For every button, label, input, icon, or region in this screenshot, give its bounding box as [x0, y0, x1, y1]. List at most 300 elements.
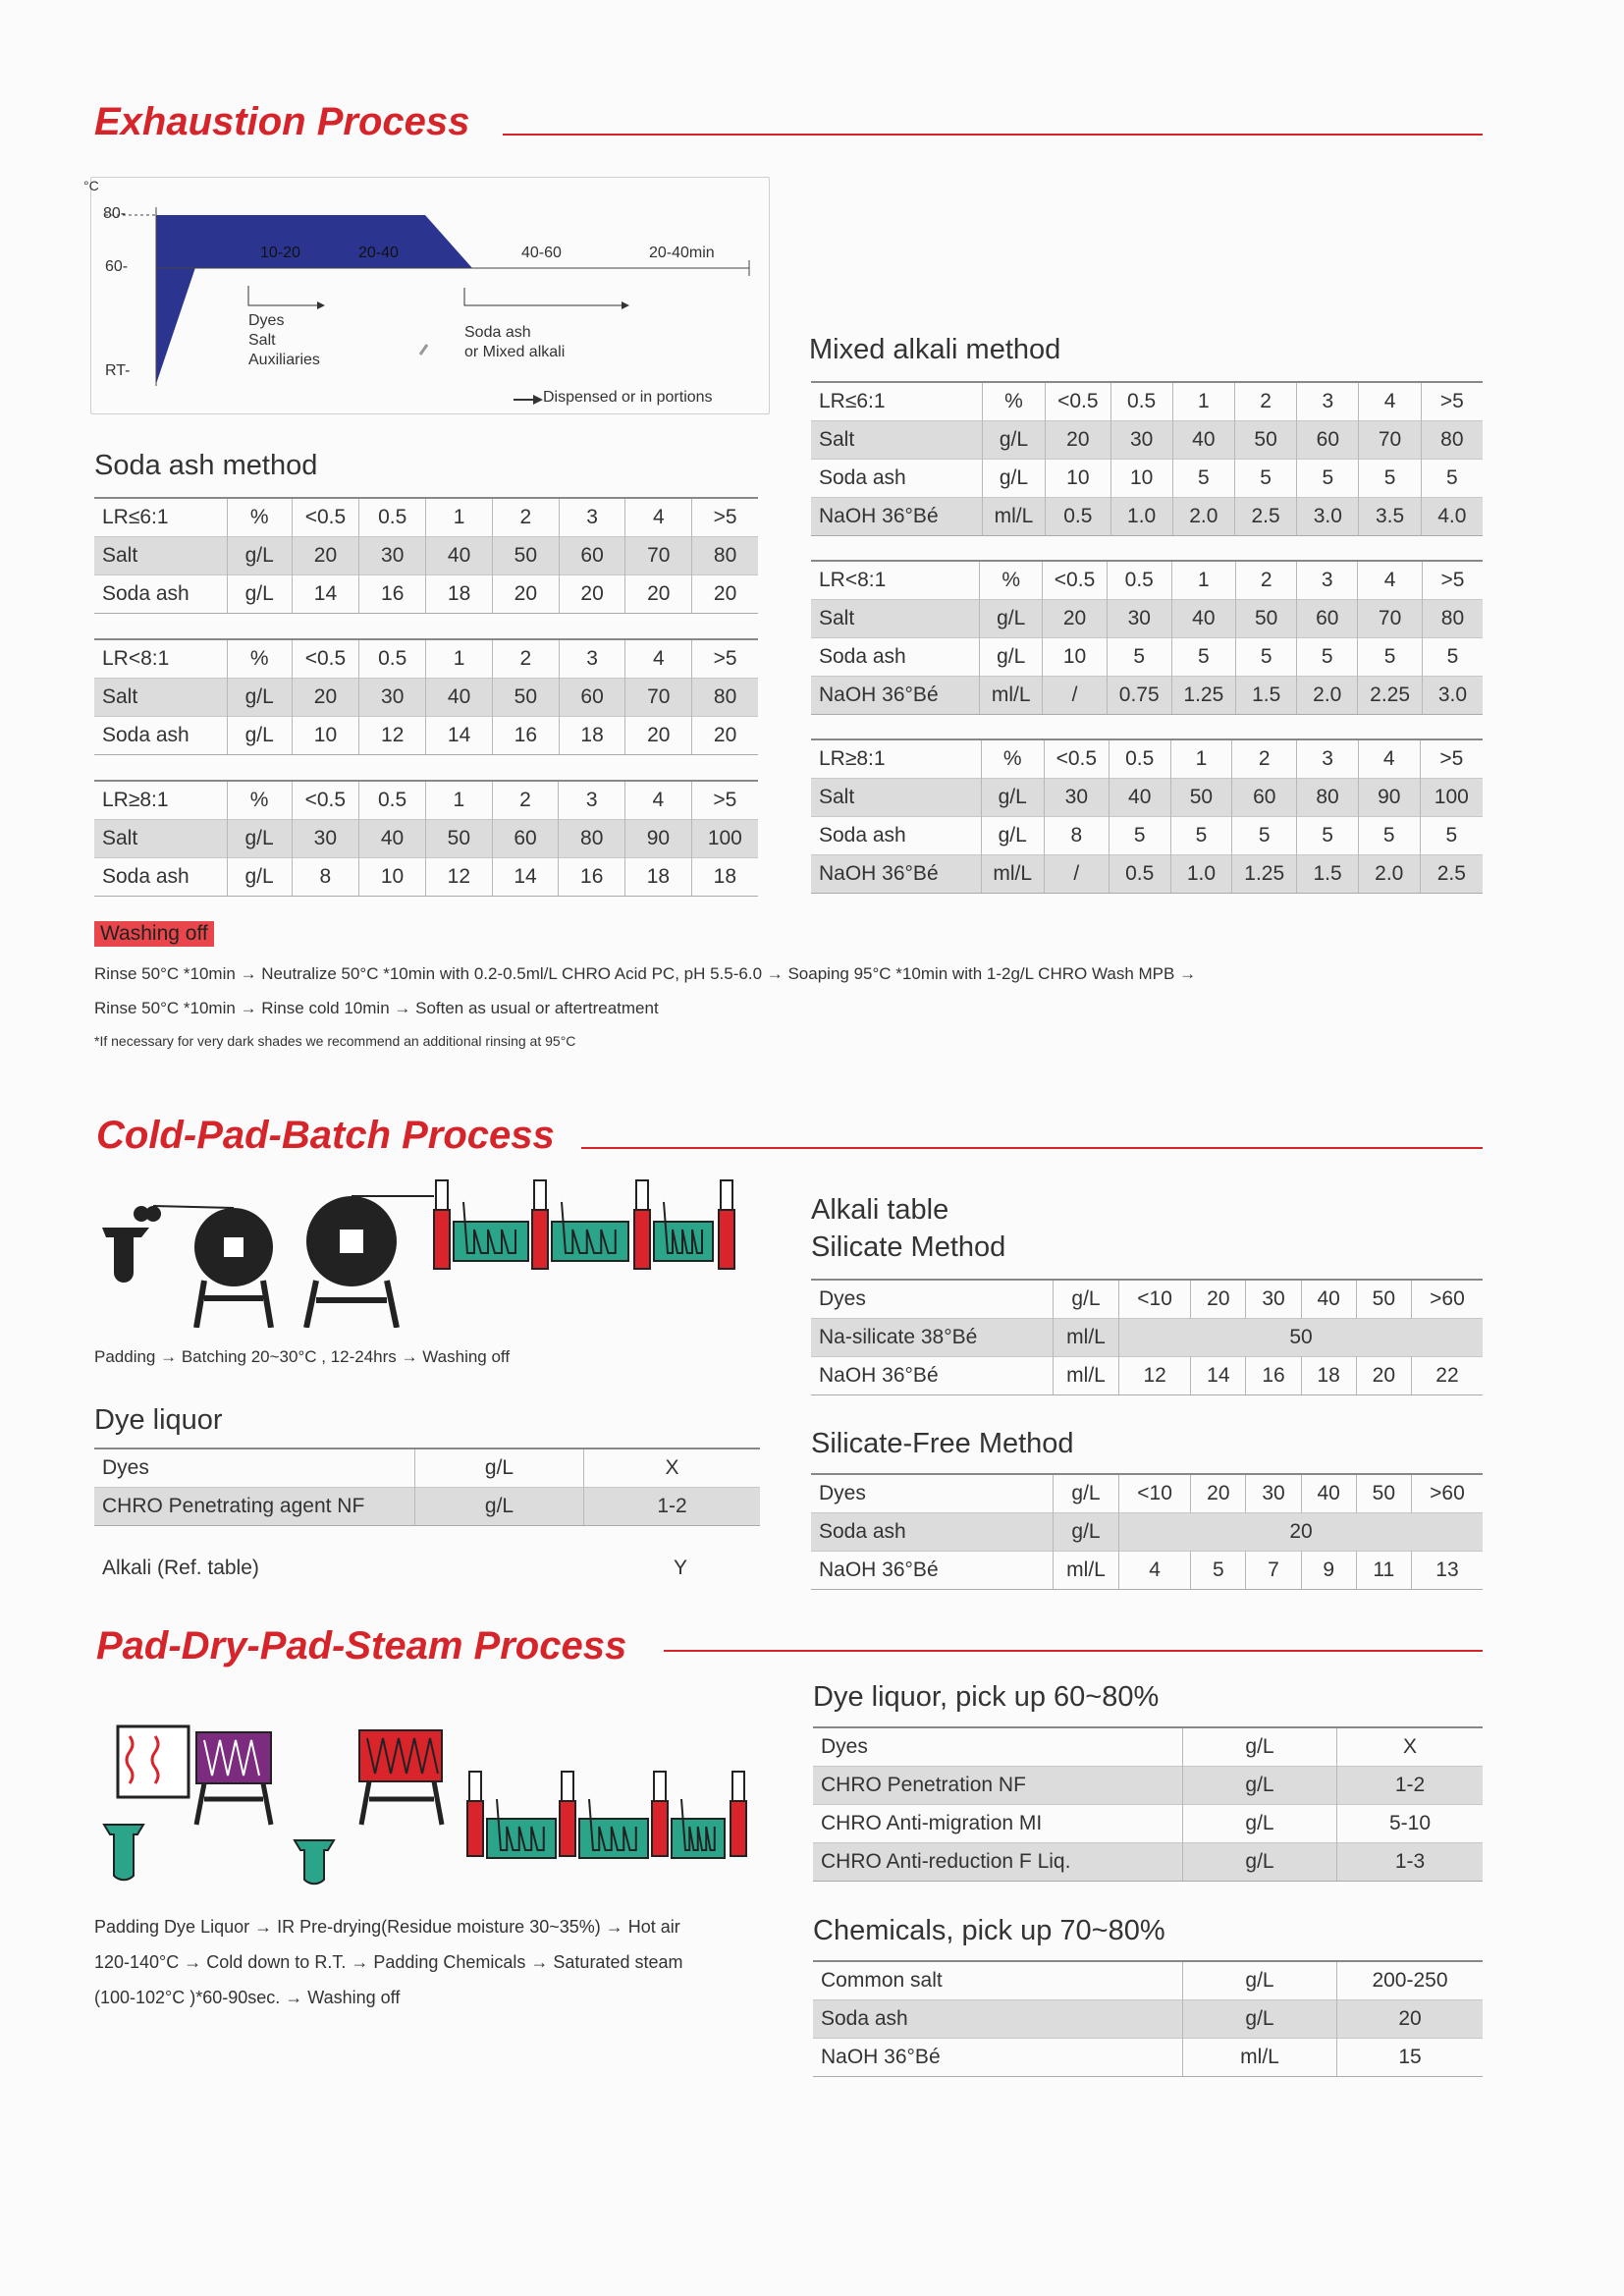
table-cell: g/L [227, 679, 292, 717]
table-cell: 14 [292, 575, 359, 614]
silicate-free-table [811, 1473, 1483, 1590]
cpb-dye-liquor-table [94, 1448, 760, 1526]
exhaustion-graph [83, 177, 770, 414]
table-cell: NaOH 36°Bé [811, 1357, 1054, 1395]
table-row [811, 382, 1483, 421]
table-cell: 2 [1234, 382, 1296, 421]
table-cell: 40 [1171, 600, 1236, 638]
table-cell: 60 [492, 820, 559, 858]
dispense-legend: Dispensed or in portions [543, 389, 713, 406]
table-cell: ml/L [980, 677, 1043, 715]
table-cell: LR≥8:1 [94, 781, 227, 820]
table-cell: 1.5 [1297, 855, 1359, 894]
table-cell: CHRO Penetrating agent NF [94, 1488, 415, 1526]
heater-cap [721, 1180, 732, 1210]
table-cell: % [982, 382, 1045, 421]
table-cell: >5 [692, 639, 758, 679]
heater-cap [636, 1180, 648, 1210]
table-cell: LR≥8:1 [811, 739, 981, 779]
pdps-caption-line-2: 120-140°C → Cold down to R.T. → Padding Chemicals → Saturated steam [94, 1952, 683, 1972]
table-cell: 20 [292, 537, 359, 575]
table-cell: 30 [1107, 600, 1171, 638]
table-cell: 5 [1232, 817, 1297, 855]
table-cell: 40 [426, 679, 493, 717]
table-row [811, 677, 1483, 715]
time-label-1: 10-20 [260, 245, 300, 261]
table-cell: 30 [1044, 779, 1109, 817]
table-cell: Soda ash [94, 717, 227, 755]
table-cell: 22 [1411, 1357, 1483, 1395]
table-row [811, 779, 1483, 817]
table-cell: 80 [692, 679, 758, 717]
table-cell: 20 [1046, 421, 1110, 460]
table-cell: 50 [1119, 1319, 1484, 1357]
table-cell: NaOH 36°Bé [813, 2039, 1183, 2077]
table-cell: 3.5 [1359, 498, 1421, 536]
table-cell: g/L [982, 460, 1045, 498]
table-cell: 9 [1301, 1552, 1356, 1590]
table-cell: 20 [1119, 1513, 1484, 1552]
table-row [94, 820, 758, 858]
table-cell: 80 [1297, 779, 1359, 817]
table-cell: NaOH 36°Bé [811, 498, 982, 536]
table-row [811, 498, 1483, 536]
table-cell: g/L [982, 421, 1045, 460]
table-cell: 10 [359, 858, 426, 897]
table-row [811, 1357, 1483, 1395]
table-cell: 4 [1358, 561, 1423, 600]
table-cell: 0.5 [359, 639, 426, 679]
pdps-dye-liquor-title: Dye liquor, pick up 60~80% [813, 1681, 1160, 1713]
table-cell: 14 [1191, 1357, 1246, 1395]
heater-column [434, 1210, 450, 1269]
table-cell: 20 [625, 717, 692, 755]
table-cell: 30 [292, 820, 359, 858]
washing-line-1: Rinse 50°C *10min → Neutralize 50°C *10min with 0.2-0.5ml/L CHRO Acid PC, pH 5.5-6.0 → Soaping 95°C *10min with 1-2g/L CHRO Wash MPB → [94, 964, 1197, 983]
heater-cap [654, 1772, 666, 1801]
table-cell: 3 [1297, 561, 1358, 600]
table-cell: 30 [1110, 421, 1172, 460]
table-cell: 1 [1172, 382, 1234, 421]
table-cell: 8 [1044, 817, 1109, 855]
table-cell: 200-250 [1337, 1961, 1484, 2000]
table-cell: g/L [1054, 1513, 1119, 1552]
heater-cap [534, 1180, 546, 1210]
table-cell: NaOH 36°Bé [811, 855, 981, 894]
pdps-caption-line-3: (100-102°C )*60-90sec. → Washing off [94, 1988, 401, 2007]
table-cell: Soda ash [819, 824, 906, 847]
table-cell: 60 [559, 679, 625, 717]
table-cell: 2 [1236, 561, 1297, 600]
table-cell: g/L [1054, 1280, 1119, 1319]
table-cell: >5 [691, 781, 758, 820]
y-tick-rt: RT- [105, 362, 131, 379]
temperature-profile-chart [91, 178, 769, 413]
table-cell: 50 [1170, 779, 1232, 817]
table-cell: 30 [359, 679, 426, 717]
table-cell: 3 [559, 781, 625, 820]
table-cell: 16 [1246, 1357, 1301, 1395]
cpb-machine-illustration [94, 1171, 762, 1328]
table-cell: / [1044, 855, 1109, 894]
table-cell: 1 [1171, 561, 1236, 600]
table-cell: ml/L [1054, 1357, 1119, 1395]
table-cell: / [1043, 677, 1108, 715]
table-cell: Soda ash [94, 858, 227, 897]
table-cell: Salt [811, 779, 981, 817]
table-cell: g/L [1183, 1805, 1337, 1843]
table-cell: 5 [1358, 817, 1420, 855]
table-cell: >5 [1421, 382, 1483, 421]
table-cell: 2.5 [1420, 855, 1483, 894]
table-cell: 4 [1358, 739, 1420, 779]
table-cell: 70 [625, 679, 692, 717]
table-cell: % [980, 561, 1043, 600]
table-cell: <0.5 [292, 781, 359, 820]
table-row [813, 2039, 1483, 2077]
table-row [811, 1513, 1483, 1552]
table-row [94, 717, 758, 755]
table-cell: 50 [426, 820, 493, 858]
table-cell: 3.0 [1297, 498, 1359, 536]
table-cell: 2 [1232, 739, 1297, 779]
table-cell: 1 [426, 781, 493, 820]
heater-column [467, 1801, 483, 1856]
table-cell: 5 [1109, 817, 1170, 855]
pad-trough [295, 1840, 334, 1884]
table-cell: 1.25 [1171, 677, 1236, 715]
table-cell: 30 [1246, 1474, 1301, 1513]
table-cell: 40 [1301, 1474, 1356, 1513]
fabric-line [153, 1206, 234, 1208]
table-cell: >60 [1411, 1280, 1483, 1319]
table-row [811, 1319, 1483, 1357]
table-cell: 3 [559, 639, 625, 679]
table-cell: 2 [492, 498, 559, 537]
table-cell: NaOH 36°Bé [811, 1552, 1054, 1590]
cpb-dye-liquor-title: Dye liquor [94, 1404, 223, 1436]
cpb-title: Cold-Pad-Batch Process [96, 1114, 555, 1157]
table-cell: 50 [492, 679, 559, 717]
heater-column [652, 1801, 668, 1856]
table-cell: g/L [981, 779, 1044, 817]
table-cell: 50 [1234, 421, 1296, 460]
table-cell: 2 [492, 639, 559, 679]
table-cell: 0.5 [1109, 855, 1170, 894]
table-cell: g/L [227, 820, 292, 858]
table-cell: 20 [692, 575, 758, 614]
table-cell: 0.75 [1107, 677, 1171, 715]
table-cell: 60 [559, 537, 625, 575]
table-cell: Salt [94, 820, 227, 858]
table-cell: 5-10 [1337, 1805, 1484, 1843]
time-label-3: 40-60 [521, 245, 562, 261]
table-row [94, 679, 758, 717]
table-cell: g/L [1183, 1767, 1337, 1805]
table-cell: 1.0 [1170, 855, 1232, 894]
heater-column [719, 1210, 734, 1269]
table-cell: g/L [415, 1449, 584, 1488]
table-cell: 1.25 [1232, 855, 1297, 894]
table-cell: 100 [1420, 779, 1483, 817]
mixed-alkali-table-1 [811, 381, 1483, 536]
table-cell: LR≤6:1 [811, 382, 982, 421]
table-cell: 10 [292, 717, 359, 755]
table-row [811, 855, 1483, 894]
table-cell: 12 [426, 858, 493, 897]
table-cell: 16 [359, 575, 426, 614]
table-cell: 2.5 [1234, 498, 1296, 536]
table-row [94, 1449, 760, 1488]
heater-cap [732, 1772, 744, 1801]
y-axis-unit: °C [83, 178, 99, 193]
table-cell: 1 [426, 639, 493, 679]
washing-note: *If necessary for very dark shades we recommend an additional rinsing at 95°C [94, 1033, 576, 1049]
table-cell: 5 [1107, 638, 1171, 677]
table-cell: 0.5 [1110, 382, 1172, 421]
steamer-stand [361, 1781, 442, 1825]
table-cell: 5 [1191, 1552, 1246, 1590]
alkali-table-title: Alkali table [811, 1194, 949, 1226]
table-cell: >5 [1422, 561, 1483, 600]
table-cell: 0.5 [1107, 561, 1171, 600]
table-cell: 50 [492, 537, 559, 575]
table-cell: 2.0 [1297, 677, 1358, 715]
table-cell: 15 [1337, 2039, 1484, 2077]
table-cell: 100 [691, 820, 758, 858]
table-cell: 2.0 [1172, 498, 1234, 536]
table-cell: Salt [811, 421, 982, 460]
table-row [813, 1961, 1483, 2000]
table-cell: <0.5 [292, 498, 359, 537]
table-row [811, 638, 1483, 677]
table-cell: ml/L [1054, 1552, 1119, 1590]
table-cell: <10 [1119, 1474, 1191, 1513]
batch-roll-core [224, 1237, 244, 1257]
table-cell: 20 [1191, 1474, 1246, 1513]
table-cell: <10 [1119, 1280, 1191, 1319]
table-row [811, 817, 1483, 855]
table-cell: 0.5 [359, 498, 426, 537]
batch-roll-core [340, 1230, 363, 1253]
pdps-caption-line-1: Padding Dye Liquor → IR Pre-drying(Residue moisture 30~35%) → Hot air [94, 1917, 680, 1937]
table-cell: 20 [292, 679, 359, 717]
table-row [811, 1552, 1483, 1590]
silicate-free-title: Silicate-Free Method [811, 1428, 1074, 1459]
heater-column [634, 1210, 650, 1269]
table-cell: g/L [227, 575, 292, 614]
pdps-caption [94, 1909, 682, 2015]
table-row [811, 421, 1483, 460]
pad-trough [104, 1825, 143, 1880]
table-cell: 90 [625, 820, 692, 858]
table-row [94, 858, 758, 897]
batch-stand [306, 1281, 397, 1328]
silicate-method-title: Silicate Method [811, 1231, 1006, 1263]
table-cell: g/L [1183, 2000, 1337, 2039]
pdps-machine-illustration [94, 1717, 762, 1893]
table-cell: Salt [811, 600, 980, 638]
table-cell: Soda ash [811, 1513, 1054, 1552]
table-cell: 3 [559, 498, 625, 537]
washing-line-2: Rinse 50°C *10min → Rinse cold 10min → Soften as usual or aftertreatment [94, 999, 659, 1017]
table-cell: 16 [559, 858, 625, 897]
table-cell: 11 [1356, 1552, 1411, 1590]
addition-2: Soda ash or Mixed alkali [464, 324, 566, 360]
table-cell: 30 [359, 537, 426, 575]
table-cell: 0.5 [1109, 739, 1170, 779]
table-cell: g/L [1054, 1474, 1119, 1513]
table-cell: 18 [426, 575, 493, 614]
table-cell: 16 [492, 717, 559, 755]
table-cell: 20 [1191, 1280, 1246, 1319]
table-cell: 90 [1358, 779, 1420, 817]
table-cell: 4 [1119, 1552, 1191, 1590]
table-cell: 2 [492, 781, 559, 820]
table-row [813, 2000, 1483, 2039]
table-cell: 10 [1043, 638, 1108, 677]
table-cell: 18 [559, 717, 625, 755]
table-cell: Na-silicate 38°Bé [811, 1319, 1054, 1357]
table-cell: 5 [1359, 460, 1421, 498]
table-cell: 14 [492, 858, 559, 897]
table-cell: 20 [492, 575, 559, 614]
table-cell: ml/L [1054, 1319, 1119, 1357]
table-cell: 60 [1232, 779, 1297, 817]
table-cell: 5 [1422, 638, 1483, 677]
table-cell: 80 [559, 820, 625, 858]
table-cell: 1.5 [1236, 677, 1297, 715]
table-cell: Soda ash [813, 2000, 1183, 2039]
table-cell: 70 [1359, 421, 1421, 460]
table-cell: 5 [1297, 460, 1359, 498]
table-cell: 5 [1297, 638, 1358, 677]
table-row [94, 1488, 760, 1526]
alkali-ref-label: Alkali (Ref. table) [102, 1557, 259, 1579]
pdps-rule [664, 1650, 1483, 1652]
table-cell: 80 [692, 537, 758, 575]
soda-ash-table-2 [94, 638, 758, 755]
heater-cap [562, 1772, 573, 1801]
cpb-rule [581, 1147, 1483, 1149]
table-cell: g/L [981, 817, 1044, 855]
batch-stand [196, 1281, 271, 1328]
table-cell: Common salt [813, 1961, 1183, 2000]
table-cell: <0.5 [1044, 739, 1109, 779]
table-cell: g/L [1183, 1961, 1337, 2000]
table-row [813, 1805, 1483, 1843]
alkali-ref-value: Y [674, 1557, 688, 1579]
table-cell: 4 [625, 781, 692, 820]
table-cell: 40 [359, 820, 426, 858]
table-cell: 20 [1337, 2000, 1484, 2039]
table-cell: Soda ash [819, 645, 906, 668]
table-cell: g/L [227, 858, 292, 897]
pdps-chemicals-table [813, 1960, 1483, 2077]
table-cell: 5 [1236, 638, 1297, 677]
table-row [94, 781, 758, 820]
table-row [813, 1727, 1483, 1767]
table-cell: 20 [625, 575, 692, 614]
table-row [811, 1280, 1483, 1319]
table-cell: 3 [1297, 739, 1359, 779]
table-cell: % [981, 739, 1044, 779]
table-cell: Dyes [811, 1474, 1054, 1513]
table-cell: 40 [1301, 1280, 1356, 1319]
table-cell: 2.0 [1358, 855, 1420, 894]
table-cell: 4 [625, 498, 692, 537]
pdps-title: Pad-Dry-Pad-Steam Process [96, 1624, 627, 1667]
addition-1: Dyes Salt Auxiliaries [248, 312, 320, 368]
table-cell: Soda ash [94, 575, 227, 614]
table-row [811, 739, 1483, 779]
table-cell: 5 [1171, 638, 1236, 677]
table-cell: 70 [1358, 600, 1423, 638]
silicate-table [811, 1279, 1483, 1395]
table-cell: 5 [1170, 817, 1232, 855]
table-cell: <0.5 [292, 639, 359, 679]
table-cell: % [227, 781, 292, 820]
table-row [94, 498, 758, 537]
table-row [813, 1843, 1483, 1882]
table-row [813, 1767, 1483, 1805]
table-cell: CHRO Anti-reduction F Liq. [813, 1843, 1183, 1882]
table-row [811, 460, 1483, 498]
table-cell: g/L [227, 717, 292, 755]
table-row [811, 561, 1483, 600]
table-cell: 10 [1110, 460, 1172, 498]
table-cell: 1-2 [1337, 1767, 1484, 1805]
table-cell: NaOH 36°Bé [811, 677, 980, 715]
table-cell: 50 [1356, 1474, 1411, 1513]
y-tick-60: 60- [105, 258, 129, 275]
table-row [94, 537, 758, 575]
table-cell: Salt [94, 679, 227, 717]
table-cell: CHRO Anti-migration MI [821, 1812, 1043, 1834]
table-cell: 5 [1420, 817, 1483, 855]
pdps-chemicals-title: Chemicals, pick up 70~80% [813, 1915, 1165, 1946]
table-cell: ml/L [981, 855, 1044, 894]
table-cell: 1 [1170, 739, 1232, 779]
table-row [94, 575, 758, 614]
heater-column [731, 1801, 746, 1856]
table-cell: g/L [1183, 1727, 1337, 1767]
table-cell: 0.5 [359, 781, 426, 820]
table-cell: LR<8:1 [811, 561, 980, 600]
pdps-machine-svg [94, 1717, 762, 1893]
table-cell: 4 [625, 639, 692, 679]
table-cell: ml/L [982, 498, 1045, 536]
table-cell: 5 [1358, 638, 1423, 677]
table-cell: 13 [1411, 1552, 1483, 1590]
table-cell: 18 [625, 858, 692, 897]
table-cell: 3 [1297, 382, 1359, 421]
table-cell: 14 [426, 717, 493, 755]
table-cell: <0.5 [1046, 382, 1110, 421]
mixed-alkali-table-3 [811, 738, 1483, 894]
table-cell: 80 [1422, 600, 1483, 638]
mixed-alkali-table-2 [811, 560, 1483, 715]
table-cell: X [584, 1449, 761, 1488]
table-cell: 30 [1246, 1280, 1301, 1319]
table-cell: 0.5 [1046, 498, 1110, 536]
table-row [811, 1474, 1483, 1513]
table-cell: >60 [1411, 1474, 1483, 1513]
soda-ash-table-3 [94, 780, 758, 897]
table-cell: 1.0 [1110, 498, 1172, 536]
table-cell: % [227, 639, 292, 679]
pad-roller [145, 1206, 161, 1222]
